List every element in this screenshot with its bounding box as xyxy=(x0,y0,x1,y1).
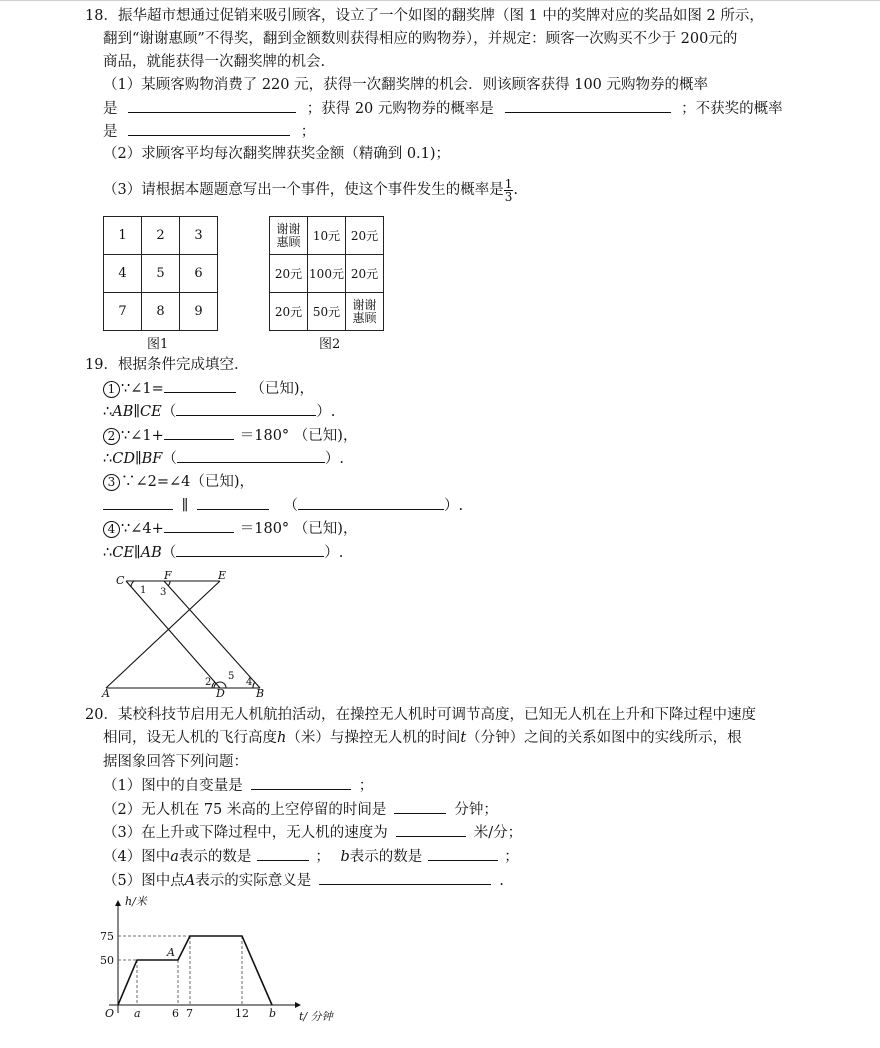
fig1-cell: 8 xyxy=(142,293,180,331)
q18-part1-line-2: 是 ；获得 20 元购物券的概率是 ；不获奖的概率 xyxy=(103,98,783,119)
guide-lines xyxy=(118,936,242,1005)
answer-blank[interactable] xyxy=(176,542,324,557)
answer-blank-p-none[interactable] xyxy=(128,121,290,136)
answer-blank[interactable] xyxy=(298,495,444,510)
circled-number: 2 xyxy=(103,428,120,445)
fig2-cell: 50元 xyxy=(308,293,346,331)
circled-number: 1 xyxy=(103,381,120,398)
q19-row-5: 3 ∵∠2=∠4（已知)， xyxy=(103,472,254,492)
fig2-cell: 20元 xyxy=(346,255,384,293)
q18-line-2: 翻到“谢谢惠顾”不得奖，翻到金额数则获得相应的购物券），并规定：顾客一次购买不少于 200元的 xyxy=(103,31,738,47)
q18-line-3: 商品，就能获得一次翻奖牌的机会. xyxy=(103,54,326,70)
page-top-rule xyxy=(0,0,880,1)
label-e: E xyxy=(218,569,227,582)
answer-blank[interactable] xyxy=(251,775,351,790)
q20-part3: （3）在上升或下降过程中，无人机的速度为 米/分； xyxy=(103,822,522,843)
q19-row-2: ∴AB∥CE（ ）. xyxy=(103,401,335,422)
fig1-cell: 5 xyxy=(142,255,180,293)
answer-blank-p20[interactable] xyxy=(505,98,671,113)
angle-label-5: 5 xyxy=(228,671,235,682)
q19-row-1: 1 ∵∠1= （已知)， xyxy=(103,378,314,399)
x-tick-a: a xyxy=(134,1007,141,1020)
height-time-graph xyxy=(95,893,355,1028)
fig2-cell: 100元 xyxy=(308,255,346,293)
q18-part3: （3）请根据本题题意写出一个事件，使这个事件发生的概率是 $\frac{1}{3}$ . xyxy=(103,176,518,204)
answer-blank[interactable] xyxy=(394,799,446,814)
origin-label: O xyxy=(105,1007,115,1020)
y-tick-75: 75 xyxy=(100,930,114,943)
q18-line-1: 18．振华超市想通过促销来吸引顾客，设立了一个如图的翻奖牌（图 1 中的奖牌对应的奖品如图 2 所示， xyxy=(85,8,764,24)
fig2-cell: 20元 xyxy=(270,255,308,293)
q18-part1-line-1: （1）某顾客购物消费了 220 元，获得一次翻奖牌的机会．则该顾客获得 100 元购物券的概率 xyxy=(103,77,709,93)
answer-blank[interactable] xyxy=(176,401,316,416)
answer-blank[interactable] xyxy=(164,378,236,393)
y-tick-50: 50 xyxy=(100,954,114,967)
label-a: A xyxy=(102,687,110,698)
circled-number: 3 xyxy=(103,474,120,491)
x-tick-7: 7 xyxy=(186,1007,193,1020)
q20-part2: （2）无人机在 75 米高的上空停留的时间是 分钟； xyxy=(103,799,498,820)
figure-1-caption: 图1 xyxy=(147,337,169,352)
label-d: D xyxy=(216,687,225,698)
answer-blank[interactable] xyxy=(164,425,234,440)
answer-blank[interactable] xyxy=(396,822,466,837)
q19-row-4: ∴CD∥BF（ ）. xyxy=(103,448,344,469)
fig1-cell: 1 xyxy=(104,217,142,255)
q19-row-7: 4 ∵∠4+ ＝180° （已知)， xyxy=(103,518,357,539)
fig2-cell: 20元 xyxy=(346,217,384,255)
q19-row-3: 2 ∵∠1+ ＝180° （已知)， xyxy=(103,425,357,446)
figure-1-grid xyxy=(103,216,218,331)
answer-blank-p100[interactable] xyxy=(128,98,296,113)
angle-label-1: 1 xyxy=(140,585,147,596)
fraction-one-third: $\frac{1}{3}$ xyxy=(504,176,513,204)
q19-row-8: ∴CE∥AB（ ）. xyxy=(103,542,343,563)
fig2-cell: 谢谢 惠顾 xyxy=(346,293,384,331)
point-a-label: A xyxy=(167,946,175,959)
answer-blank[interactable] xyxy=(257,846,309,861)
q20-line-2: 相同，设无人机的飞行高度h（米）与操控无人机的时间t（分钟）之间的关系如图中的实线所示，根 xyxy=(103,730,742,746)
answer-blank[interactable] xyxy=(319,870,491,885)
fig1-cell: 9 xyxy=(180,293,218,331)
fig1-cell: 2 xyxy=(142,217,180,255)
answer-blank[interactable] xyxy=(428,846,498,861)
fig1-cell: 6 xyxy=(180,255,218,293)
angle-1-arc xyxy=(131,581,134,587)
parallel-lines-figure xyxy=(100,568,275,698)
q19-title: 19．根据条件完成填空. xyxy=(85,357,239,373)
q20-part1: （1）图中的自变量是 ； xyxy=(103,775,373,796)
angle-4-arc xyxy=(253,682,255,688)
figure-2-caption: 图2 xyxy=(319,337,341,352)
fig2-cell: 20元 xyxy=(270,293,308,331)
x-tick-12: 12 xyxy=(235,1007,249,1020)
q19-row-6: ∥ （ ）. xyxy=(103,495,463,516)
angle-label-3: 3 xyxy=(160,587,167,598)
fig2-cell: 谢谢 惠顾 xyxy=(270,217,308,255)
line-fb xyxy=(164,581,260,688)
q20-line-1: 20．某校科技节启用无人机航拍活动，在操控无人机时可调节高度，已知无人机在上升和下降过程中速度 xyxy=(85,707,756,723)
answer-blank[interactable] xyxy=(164,518,234,533)
label-c: C xyxy=(116,574,125,587)
y-axis-label: h/米 xyxy=(125,895,147,908)
x-tick-6: 6 xyxy=(172,1007,179,1020)
angle-label-2: 2 xyxy=(205,677,212,688)
circled-number: 4 xyxy=(103,521,120,538)
flight-path-line xyxy=(118,936,272,1005)
q20-line-3: 据图象回答下列问题： xyxy=(103,754,248,770)
q18-part1-line-3: 是 ； xyxy=(103,121,315,142)
q20-part5: （5）图中点A表示的实际意义是 . xyxy=(103,870,504,891)
fig1-cell: 7 xyxy=(104,293,142,331)
label-f: F xyxy=(164,569,172,582)
angle-label-4: 4 xyxy=(246,677,253,688)
q20-part4: （4）图中a表示的数是 ； b表示的数是 ； xyxy=(103,846,519,867)
answer-blank[interactable] xyxy=(103,495,173,510)
fig1-cell: 4 xyxy=(104,255,142,293)
x-tick-b: b xyxy=(269,1007,277,1020)
fig1-cell: 3 xyxy=(180,217,218,255)
figure-2-grid xyxy=(269,216,384,331)
answer-blank[interactable] xyxy=(197,495,269,510)
q18-part2: （2）求顾客平均每次翻奖牌获奖金额（精确到 0.1)； xyxy=(103,146,451,162)
fig2-cell: 10元 xyxy=(308,217,346,255)
x-axis-label: t/ 分钟 xyxy=(299,1010,333,1023)
label-b: B xyxy=(256,687,265,698)
answer-blank[interactable] xyxy=(177,448,325,463)
line-cd xyxy=(126,581,220,688)
